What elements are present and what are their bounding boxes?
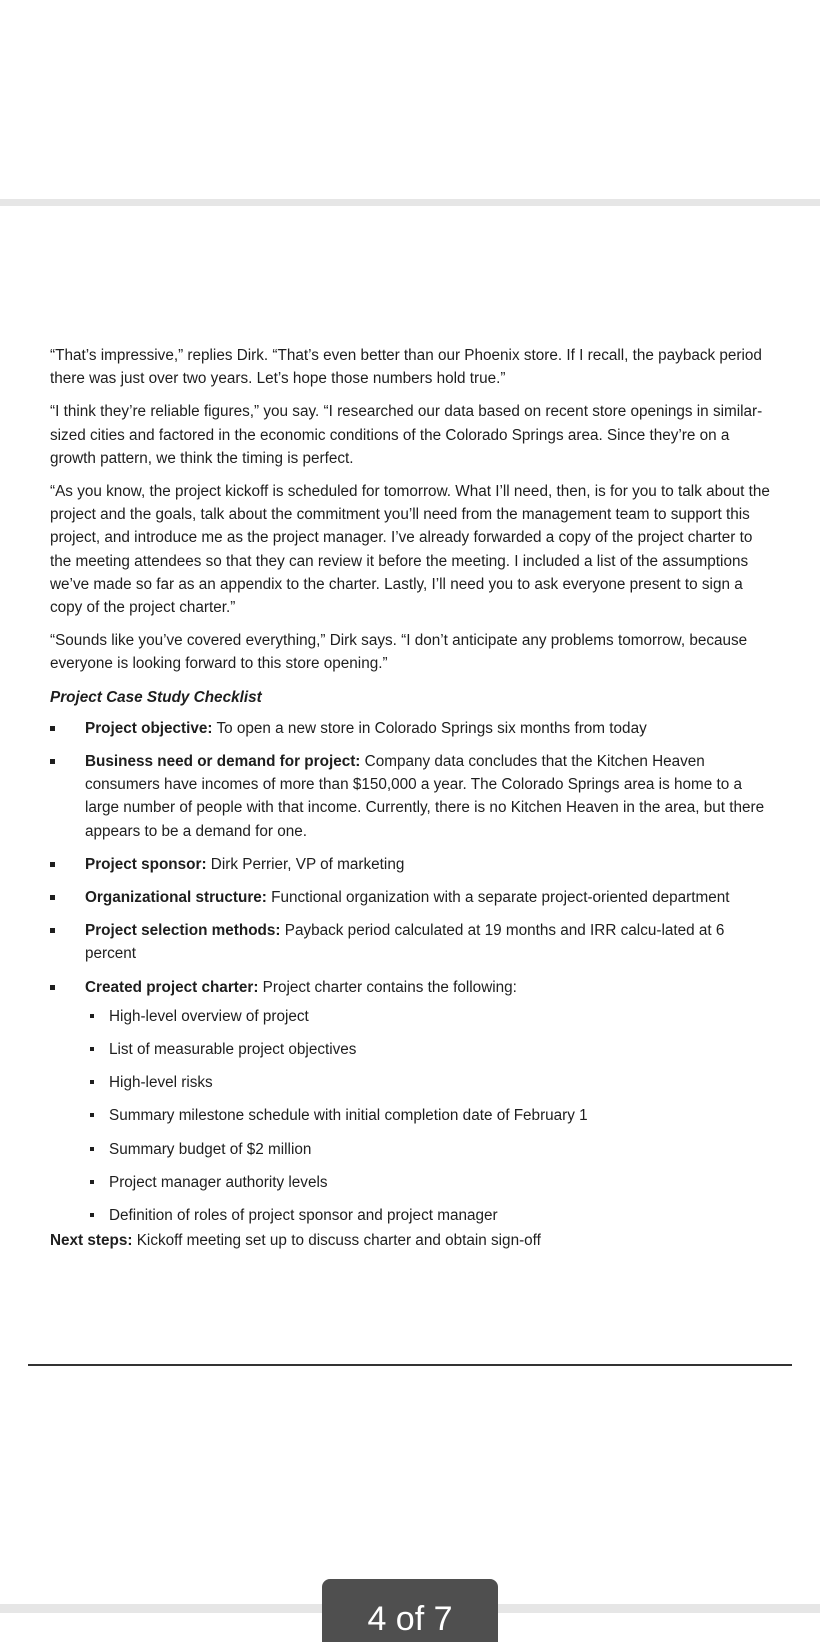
paragraph: “Sounds like you’ve covered everything,” Dirk says. “I don’t anticipate any problems tomorrow, because everyone is looking forward to this store opening.”: [50, 632, 748, 673]
next-steps-term: Next steps:: [50, 1232, 133, 1250]
page-divider-top: [0, 199, 820, 206]
checklist-item: [50, 717, 775, 740]
charter-contents-list: [85, 1005, 775, 1227]
checklist-term: Organizational structure:: [85, 889, 267, 907]
checklist-term: Business need or demand for project:: [85, 753, 361, 771]
checklist-term: Created project charter:: [85, 978, 259, 996]
checklist-item: [50, 853, 775, 876]
charter-content-item: Summary milestone schedule with initial completion date of February 1: [85, 1104, 775, 1127]
checklist-item: [50, 886, 775, 909]
checklist-text: Dirk Perrier, VP of marketing: [206, 855, 405, 873]
charter-content-item: Definition of roles of project sponsor and project manager: [85, 1204, 775, 1227]
checklist-term: Project sponsor:: [85, 855, 207, 873]
charter-content-item: Project manager authority levels: [85, 1171, 775, 1194]
checklist-item: [50, 919, 775, 965]
checklist-item: [50, 976, 775, 1228]
next-steps: [50, 1229, 775, 1252]
paragraph: “As you know, the project kickoff is scheduled for tomorrow. What I’ll need, then, is for you to talk about the project and the goals, talk about the commitment you’ll need from the management team to support this project, and introduce me as the project manager. I’ve already forwarded a copy of the project charter to the meeting attendees so that they can review it before the meeting. I included a list of the assumptions we’ve made so far as an appendix to the charter. Lastly, I’ll need you to ask everyone present to sign a copy of the project charter.”: [50, 483, 770, 617]
checklist-term: Project selection methods:: [85, 922, 281, 940]
checklist-text: To open a new store in Colorado Springs six months from today: [212, 719, 647, 737]
next-steps-text: Kickoff meeting set up to discuss charter and obtain sign-off: [132, 1232, 541, 1250]
checklist-term: Project objective:: [85, 719, 213, 737]
paragraph: “That’s impressive,” replies Dirk. “That’s even better than our Phoenix store. If I recall, the payback period there was just over two years. Let’s hope those numbers hold true.”: [50, 347, 762, 388]
charter-content-item: High-level overview of project: [85, 1005, 775, 1028]
checklist-text: Project charter contains the following:: [258, 978, 517, 996]
checklist-text: Company data concludes that the Kitchen Heaven consumers have incomes of more than $150,000 a year. The Colorado Springs area is home to a large number of people with that income. Currently, there is no Kitchen Heaven in the area, but there appears to be a demand for one.: [85, 753, 765, 840]
charter-content-item: High-level risks: [85, 1071, 775, 1094]
document-page: [50, 344, 775, 1253]
checklist-title: Project Case Study Checklist: [50, 688, 262, 706]
checklist-text: Functional organization with a separate project-oriented department: [266, 889, 730, 907]
paragraph: “I think they’re reliable figures,” you say. “I researched our data based on recent store openings in similar-sized cities and factored in the economic conditions of the Colorado Springs area. Since they’re on a growth pattern, we think the timing is perfect.: [50, 403, 763, 467]
horizontal-rule: [28, 1364, 792, 1366]
page-indicator: 4 of 7: [322, 1579, 498, 1642]
checklist-text: Payback period calculated at 19 months and IRR calcu-lated at 6 percent: [85, 922, 725, 963]
checklist: [50, 717, 775, 1227]
charter-content-item: List of measurable project objectives: [85, 1038, 775, 1061]
checklist-item: [50, 750, 775, 843]
charter-content-item: Summary budget of $2 million: [85, 1138, 775, 1161]
